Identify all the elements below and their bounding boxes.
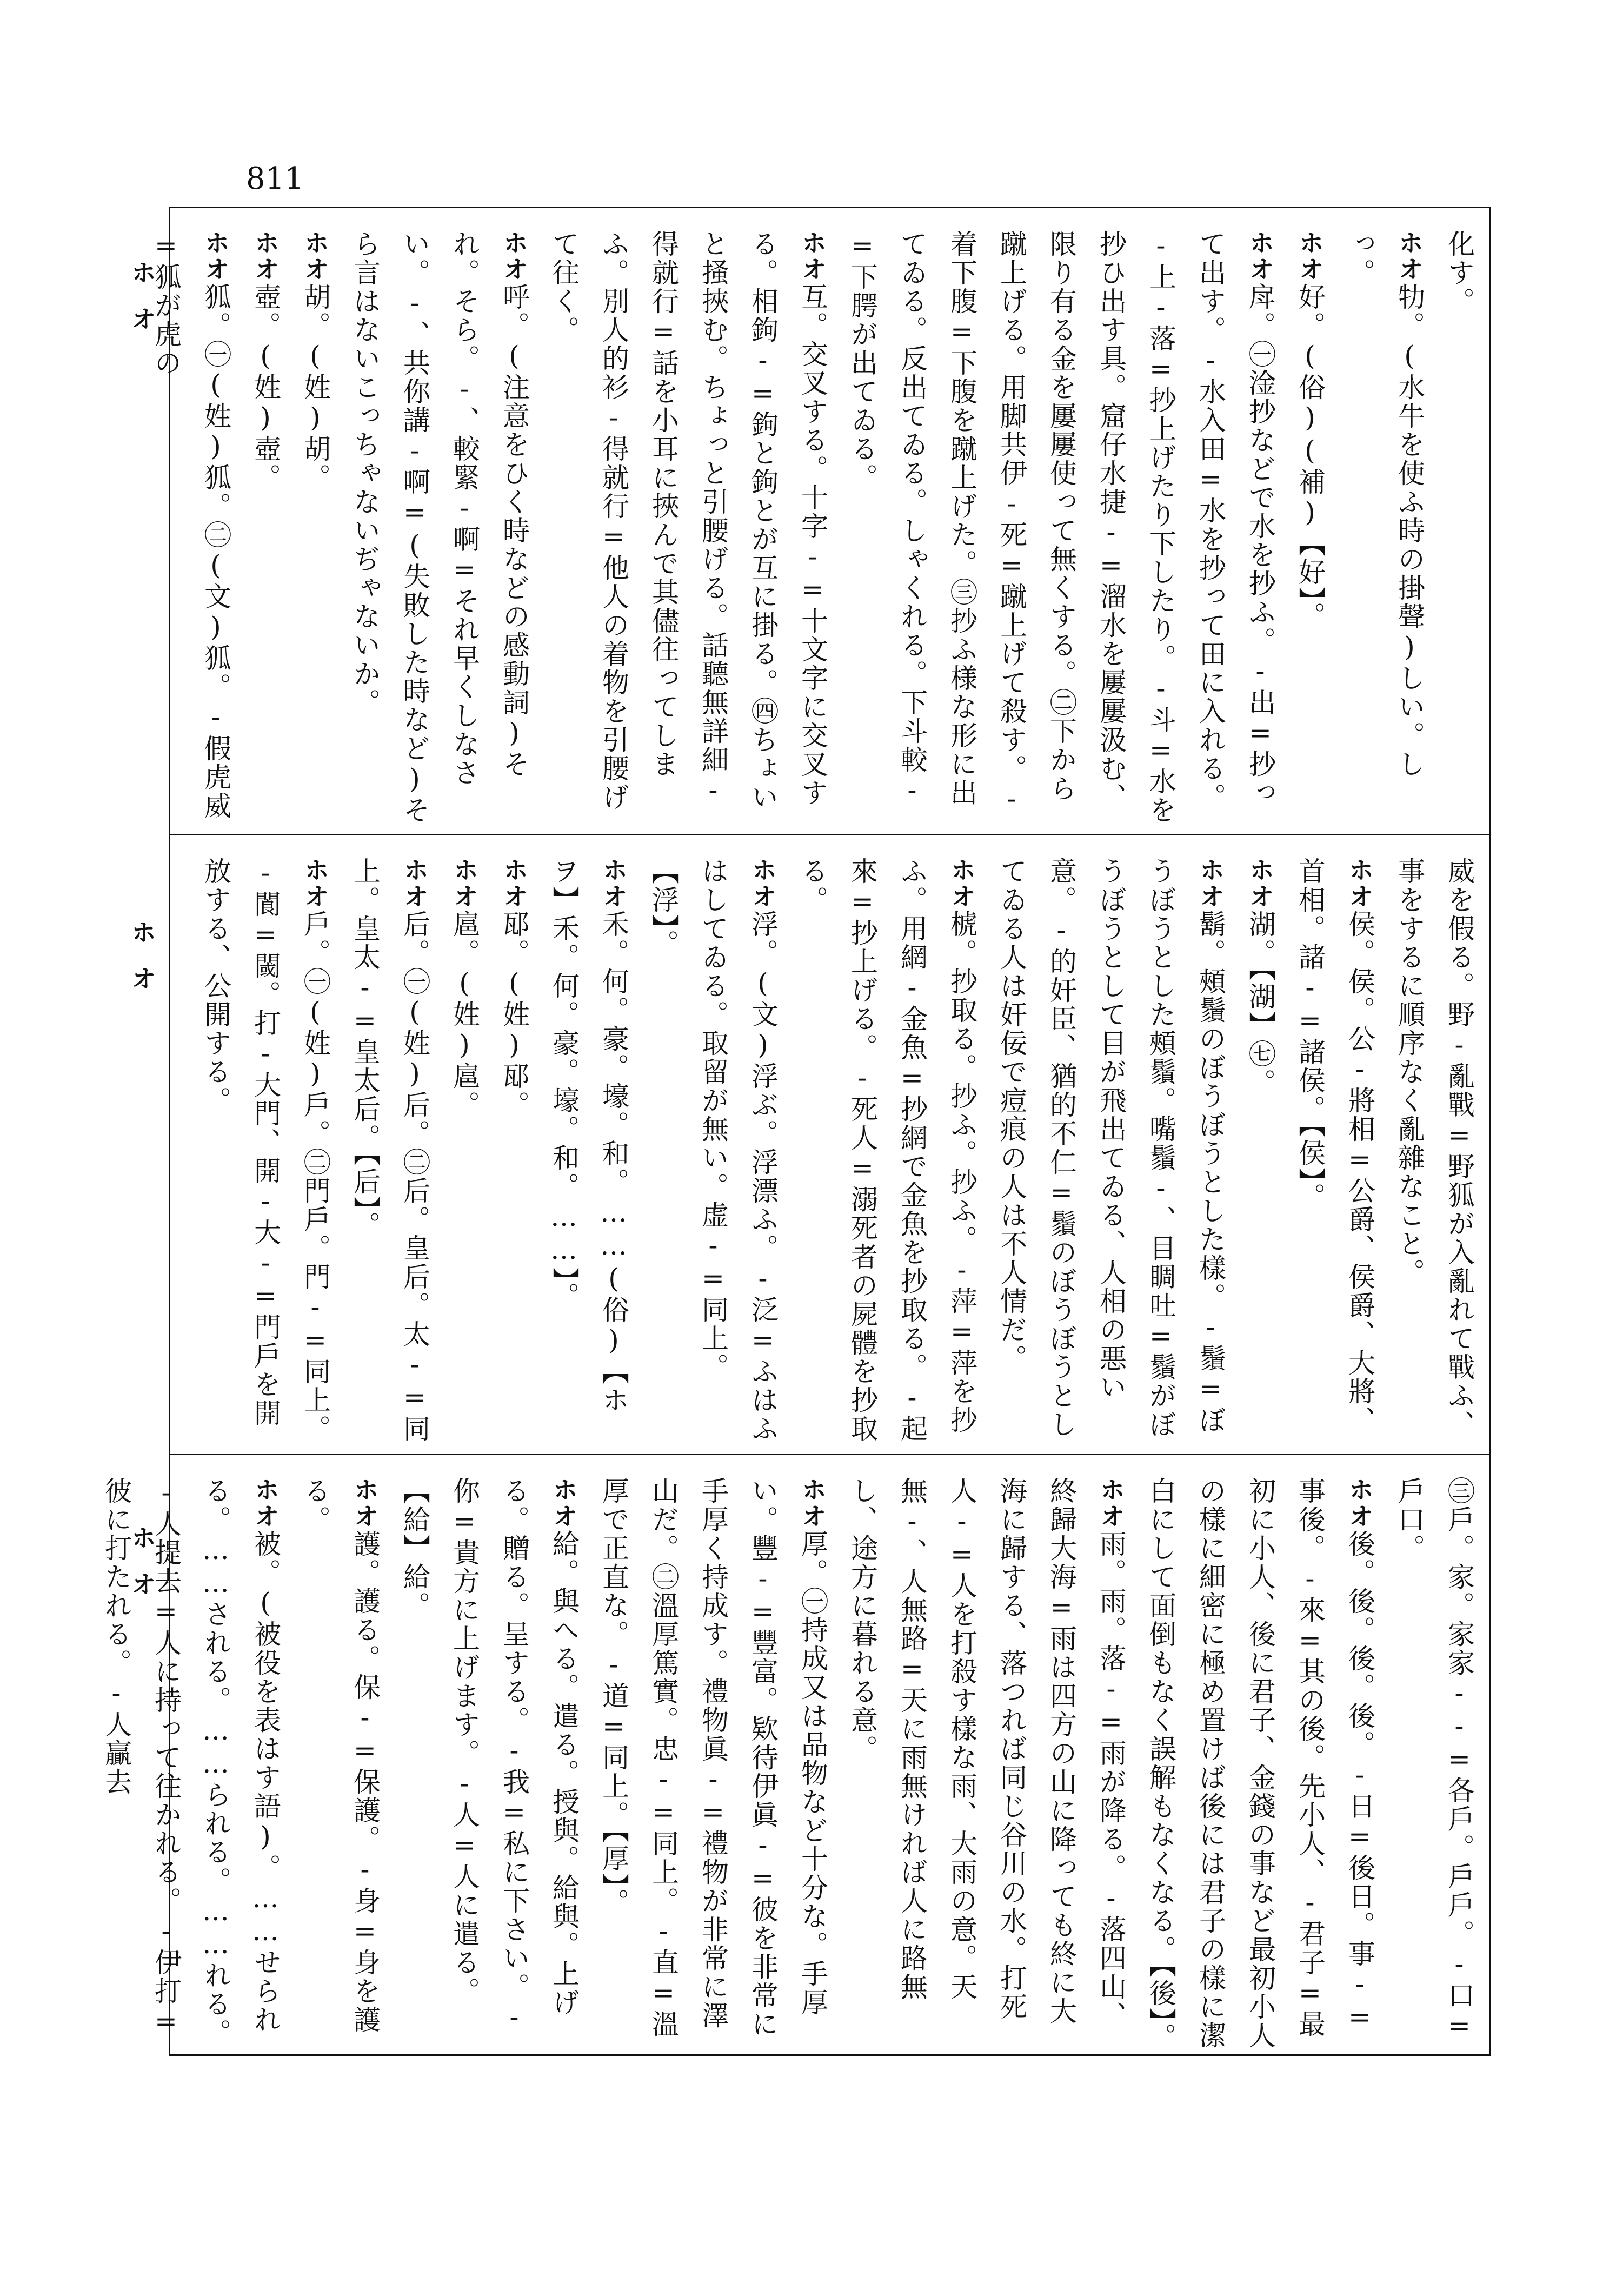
- entry-text: 侯。侯。公-將相=公爵、侯爵、大將、首相。諸-=諸侯。【侯】。: [1294, 857, 1375, 1435]
- entry-reading: ホオ: [1196, 857, 1225, 910]
- entry-text: 鬍。頰鬚のぼうぼうとした樣。-鬚=ぼうぼうとした頰鬚。嘴鬚-、目睭吐=鬚がぼうぼうとして目が飛出てゐる、人相の悪い意。-的奸臣、猶的不仁=鬚のぼうぼうとしてゐる人は奸佞で痘痕の人は不人情だ。: [996, 857, 1226, 1439]
- entry-reading: ホオ: [500, 857, 529, 910]
- entry-reading: ホオ: [1096, 1477, 1126, 1530]
- dictionary-band-middle: [170, 835, 1489, 1454]
- dictionary-entry: [1434, 230, 1484, 828]
- side-tab-middle: ホオ: [128, 919, 157, 1012]
- dictionary-entry: [1385, 1477, 1484, 2052]
- entry-text: 壺。(姓)壺。: [250, 283, 281, 492]
- entry-reading: ホオ: [450, 857, 479, 910]
- band-columns: [101, 1477, 1484, 2052]
- entry-reading: ホオ: [400, 857, 429, 910]
- entry-text: 牞。(水牛を使ふ時の掛聲)しい。しっ。: [1344, 230, 1425, 779]
- dictionary-entry: [1285, 857, 1385, 1448]
- entry-text: 禾。何。豪。壕。和。……(俗)【ホヲ】禾。何。豪。壕。和。……】。: [548, 857, 629, 1415]
- page-number: 811: [246, 161, 304, 196]
- dictionary-entry: [390, 1477, 589, 2052]
- entry-text: 狐。㊀(姓)狐。㊁(文)狐。-假虎威=狐が虎の: [150, 230, 231, 820]
- entry-reading: ホオ: [350, 1477, 380, 1530]
- entry-reading: ホオ: [1395, 230, 1424, 283]
- entry-reading: ホオ: [301, 230, 330, 283]
- dictionary-entry: [987, 857, 1235, 1448]
- dictionary-entry: [1235, 857, 1285, 1448]
- dictionary-entry: [1285, 230, 1335, 828]
- dictionary-entry: [141, 230, 241, 828]
- entry-reading: ホオ: [599, 857, 628, 910]
- entry-text: 被。(被役を表はす語)。……せられる。……される。……られる。……れる。-人提去=人に持って往かれる。-伊打=彼に打たれる。-人贏去: [101, 1477, 281, 2047]
- side-tab-bottom: ホオ: [128, 1525, 157, 1618]
- entry-reading: ホオ: [947, 857, 976, 910]
- entry-text: 椃。抄取る。抄ふ。抄ふ。-萍=萍を抄ふ。用網-金魚=抄網で金魚を抄取る。-起來=抄上げる。-死人=溺死者の屍體を抄取る。: [797, 857, 977, 1443]
- entry-reading: ホオ: [301, 857, 330, 910]
- dictionary-entry: [290, 1477, 390, 2052]
- dictionary-entry: [241, 230, 290, 828]
- entry-text: 化す。: [1444, 230, 1475, 316]
- entry-reading: ホオ: [201, 230, 230, 283]
- dictionary-entry: [489, 857, 539, 1448]
- entry-text: 湖。【湖】㊆。: [1245, 910, 1276, 1097]
- entry-text: 戽。㊀淦抄などで水を抄ふ。-出=抄って出す。-水入田=水を抄って田に入れる。-上-落=抄上げたり下したり。-斗=水を抄ひ出す具。窟仔水捷-=溜水を屢屢汲む、限り有る金を屢屢使って無くする。㊁下から蹴上げる。用脚共伊-死=蹴上げて殺す。-着下腹=下腹を蹴上げた。㊂抄ふ様な形に出てゐる。反出てゐる。しゃくれる。下斗較-=下腭が出てゐる。: [847, 230, 1276, 825]
- dictionary-entry: [788, 857, 987, 1448]
- dictionary-entry: [837, 230, 1285, 828]
- entry-text: 給。與へる。遣る。授與。給與。上げる。贈る。呈する。-我=私に下さい。-你=貴方に上げます。-人=人に遣る。【給】給。: [399, 1477, 580, 2034]
- dictionary-entry: [340, 230, 539, 828]
- dictionary-entry: [91, 1477, 290, 2052]
- entry-text: 雨。雨。落-=雨が降る。-落四山、終歸大海=雨は四方の山に降っても終に大海に歸する、落つれば同じ谷川の水。打死人-=人を打殺す樣な雨、大雨の意。天無-、人無路=天に雨無ければ人に路無し、途方に暮れる意。: [847, 1477, 1127, 2030]
- dictionary-entry: [191, 857, 340, 1448]
- entry-reading: ホオ: [1246, 230, 1275, 283]
- entry-reading: ホオ: [1246, 857, 1275, 910]
- entry-text: 扈。(姓)扈。: [449, 910, 480, 1119]
- entry-reading: ホオ: [251, 230, 280, 283]
- entry-reading: ホオ: [1345, 857, 1374, 910]
- dictionary-entry: [440, 857, 489, 1448]
- entry-text: ㊂戶。家。家家--=各戶。戶戶。-口=戶口。: [1394, 1477, 1475, 2043]
- entry-text: 厚。㊀持成又は品物など十分な。手厚い。豐-=豐富。欵待伊眞-=彼を非常に手厚く持成す。禮物眞-=禮物が非常に澤山だ。㊁溫厚篤實。忠-=同上。-直=溫厚で正直な。-道=同上。【厚】。: [598, 1477, 828, 2039]
- entry-text: 后。㊀(姓)后。㊁后。皇后。太-=同上。皇太-=皇太后。【后】。: [349, 857, 430, 1443]
- entry-reading: ホオ: [748, 857, 777, 910]
- dictionary-entry: [589, 1477, 837, 2052]
- side-tab-top: ホオ: [128, 260, 157, 353]
- dictionary-entry: [290, 230, 340, 828]
- entry-reading: ホオ: [549, 1477, 578, 1530]
- entry-text: 呼。(注意をひく時などの感動詞)それ。そら。-、較緊-啊=それ早くしなさい。-、共你講-啊=(失敗した時など)そら言はないこっちゃないぢゃないか。: [349, 230, 530, 825]
- entry-reading: ホオ: [1295, 230, 1325, 283]
- entry-text: 護。護る。保-=保護。-身=身を護る。: [300, 1477, 381, 2034]
- entry-text: 胡。(姓)胡。: [300, 283, 331, 492]
- entry-text: 邷。(姓)邷。: [498, 910, 530, 1119]
- dictionary-entry: [837, 1477, 1136, 2052]
- entry-text: 浮。(文)浮ぶ。浮漂ふ。-泛=ふはふはしてゐる。取留が無い。虚-=同上。【浮】。: [648, 857, 779, 1443]
- dictionary-entry: [539, 857, 638, 1448]
- entry-text: 互。交叉する。十字-=十文字に交叉する。相鉤-=鉤と鉤とが互に掛る。㊃ちょいと掻挾む。ちょっと引腰げる。話聽無詳細-得就行=話を小耳に挾んで其儘往ってしまふ。別人的衫-得就行=他人の着物を引腰げて往く。: [548, 230, 828, 812]
- entry-reading: ホオ: [500, 230, 529, 283]
- dictionary-band-top: [150, 208, 1489, 834]
- dictionary-band-bottom: [101, 1455, 1489, 2058]
- dictionary-frame: [101, 207, 1491, 2056]
- entry-text: 好。(俗)(補)【好】。: [1294, 283, 1326, 631]
- band-columns: [176, 857, 1484, 1448]
- dictionary-entry: [1136, 1477, 1385, 2052]
- dictionary-entry: [638, 857, 788, 1448]
- band-columns: [150, 230, 1484, 828]
- entry-reading: ホオ: [251, 1477, 280, 1530]
- dictionary-entry: [1335, 230, 1434, 828]
- entry-text: 威を假る。野-亂戰=野狐が入亂れて戰ふ、事をするに順序なく亂雜なこと。: [1394, 857, 1475, 1439]
- dictionary-entry: [340, 857, 440, 1448]
- entry-reading: ホオ: [798, 1477, 827, 1530]
- dictionary-entry: [1385, 857, 1484, 1448]
- entry-text: 戶。㊀(姓)戶。㊁門戶。門-=同上。-閬=閾。打-大門、開-大-=門戶を開放する、公開する。: [200, 857, 331, 1443]
- entry-reading: ホオ: [798, 230, 827, 283]
- entry-reading: ホオ: [1345, 1477, 1374, 1530]
- dictionary-entry: [539, 230, 837, 828]
- entry-text: 後。後。後。後。-日=後日。事-=事後。-來=其の後。先小人、-君子=最初に小人、後に君子、金錢の事など最初小人の樣に細密に極め置けば後には君子の樣に潔白にして面倒もなく誤解もなくなる。【後】。: [1145, 1477, 1375, 2052]
